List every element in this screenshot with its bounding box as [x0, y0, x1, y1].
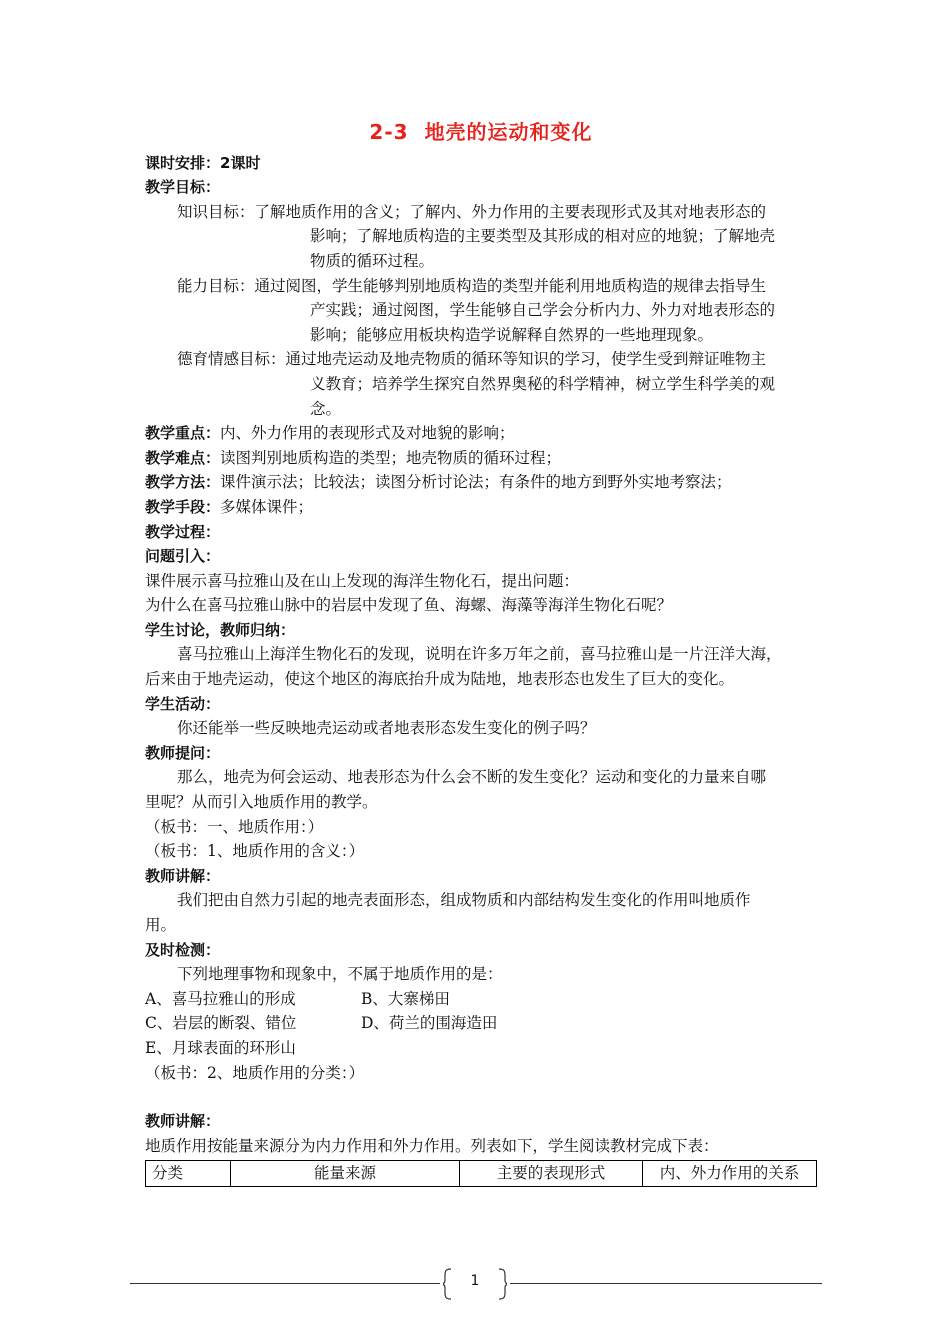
goal-text-cont: 影响；能够应用板块构造学说解释自然界的一些地理现象。: [310, 325, 714, 344]
means: [145, 495, 817, 520]
quiz-option-row: [145, 1011, 817, 1036]
goal-ability: [145, 274, 817, 348]
explain-text: 地质作用按能量来源分为内力作用和外力作用。列表如下，学生阅读教材完成下表：: [145, 1136, 719, 1155]
quiz-option-row: [145, 1036, 817, 1061]
goal-text: 通过阅图，学生能够判别地质构造的类型并能利用地质构造的规律去指导生: [254, 276, 767, 295]
difficulties-label: 教学难点：: [145, 448, 221, 467]
title-text: 地壳的运动和变化: [424, 120, 593, 144]
table-header-row: [146, 1161, 817, 1187]
board-note: （板书：2、地质作用的分类：）: [145, 1063, 365, 1082]
page-number-box: [443, 1268, 507, 1300]
goals-heading: 教学目标：: [145, 178, 221, 197]
goal-label: 知识目标：: [177, 202, 255, 221]
question-line: 那么，地壳为何会运动、地表形态为什么会不断的发生变化？运动和变化的力量来自哪: [177, 768, 767, 787]
goal-text-cont: 念。: [310, 399, 342, 418]
goal-moral: [145, 347, 817, 421]
key-points: [145, 421, 817, 446]
question-line: 里呢？从而引入地质作用的教学。: [145, 793, 378, 812]
key-points-text: 内、外力作用的表现形式及对地貌的影响；: [220, 424, 515, 443]
footer-rule-right: [510, 1283, 822, 1284]
methods-label: 教学方法：: [145, 473, 221, 492]
page-number: 1: [470, 1273, 480, 1289]
page-title: [145, 120, 817, 145]
key-points-label: 教学重点：: [145, 424, 221, 443]
activity-text: 你还能举一些反映地壳运动或者地表形态发生变化的例子吗？: [177, 719, 596, 738]
explain-line: 用。: [145, 916, 177, 934]
quiz-question: 下列地理事物和现象中，不属于地质作用的是：: [177, 965, 503, 984]
process-heading: 教学过程：: [145, 522, 221, 541]
quiz-option: E、月球表面的环形山: [145, 1038, 296, 1057]
classification-table: [145, 1160, 817, 1187]
intro-line: 为什么在喜马拉雅山脉中的岩层中发现了鱼、海螺、海藻等海洋生物化石呢？: [145, 596, 673, 615]
quiz-option-row: [145, 987, 817, 1012]
difficulties-text: 读图判别地质构造的类型；地壳物质的循环过程；: [220, 448, 562, 467]
means-label: 教学手段：: [145, 497, 221, 516]
methods: [145, 470, 817, 495]
board-note: （板书：一、地质作用：）: [145, 817, 324, 836]
goal-text-cont: 产实践；通过阅图，学生能够自己学会分析内力、外力对地表形态的: [310, 301, 776, 320]
document-body: [145, 120, 817, 1187]
footer-rule-left: [130, 1283, 440, 1284]
goal-text: 通过地壳运动及地壳物质的循环等知识的学习，使学生受到辩证唯物主: [285, 350, 767, 369]
quiz-option: B、大寨梯田: [361, 989, 450, 1008]
intro-heading: 问题引入：: [145, 547, 221, 566]
discuss-line: 后来由于地壳运动，使这个地区的海底抬升成为陆地，地表形态也发生了巨大的变化。: [145, 670, 735, 689]
discuss-line: 喜马拉雅山上海洋生物化石的发现，说明在许多万年之前，喜马拉雅山是一片汪洋大海，: [177, 645, 782, 664]
goal-label: 能力目标：: [177, 276, 255, 295]
intro-line: 课件展示喜马拉雅山及在山上发现的海洋生物化石，提出问题：: [145, 571, 580, 590]
table-header-cell: 分类: [146, 1161, 231, 1187]
goal-text-cont: 物质的循环过程。: [310, 251, 435, 270]
difficulties: [145, 446, 817, 471]
methods-text: 课件演示法；比较法；读图分析讨论法；有条件的地方到野外实地考察法；: [220, 473, 732, 492]
explain-line: 我们把由自然力引起的地壳表面形态，组成物质和内部结构发生变化的作用叫地质作: [177, 891, 751, 910]
quiz-option: A、喜马拉雅山的形成: [145, 989, 296, 1008]
board-note: （板书：1、地质作用的含义：）: [145, 842, 365, 861]
activity-heading: 学生活动：: [145, 694, 221, 713]
question-heading: 教师提问：: [145, 743, 221, 762]
goal-label: 德育情感目标：: [177, 350, 286, 369]
title-number: 2-3: [369, 120, 409, 144]
quiz-heading: 及时检测：: [145, 940, 221, 959]
explain-heading: 教师讲解：: [145, 1112, 221, 1131]
table-header-cell: 能量来源: [231, 1161, 460, 1187]
goal-text: 了解地质作用的含义；了解内、外力作用的主要表现形式及其对地表形态的: [254, 202, 767, 221]
goal-text-cont: 义教育；培养学生探究自然界奥秘的科学精神，树立学生科学美的观: [310, 374, 776, 393]
discuss-heading: 学生讨论，教师归纳：: [145, 620, 296, 639]
explain-heading: 教师讲解：: [145, 866, 221, 885]
goal-text-cont: 影响；了解地质构造的主要类型及其形成的相对应的地貌；了解地壳: [310, 227, 776, 246]
table-header-cell: 内、外力作用的关系: [643, 1161, 817, 1187]
schedule: 课时安排：2课时: [145, 153, 261, 172]
quiz-option: C、岩层的断裂、错位: [145, 1014, 297, 1033]
table-header-cell: 主要的表现形式: [460, 1161, 643, 1187]
means-text: 多媒体课件；: [220, 497, 314, 516]
quiz-option: D、荷兰的围海造田: [361, 1014, 498, 1033]
goal-knowledge: [145, 200, 817, 274]
